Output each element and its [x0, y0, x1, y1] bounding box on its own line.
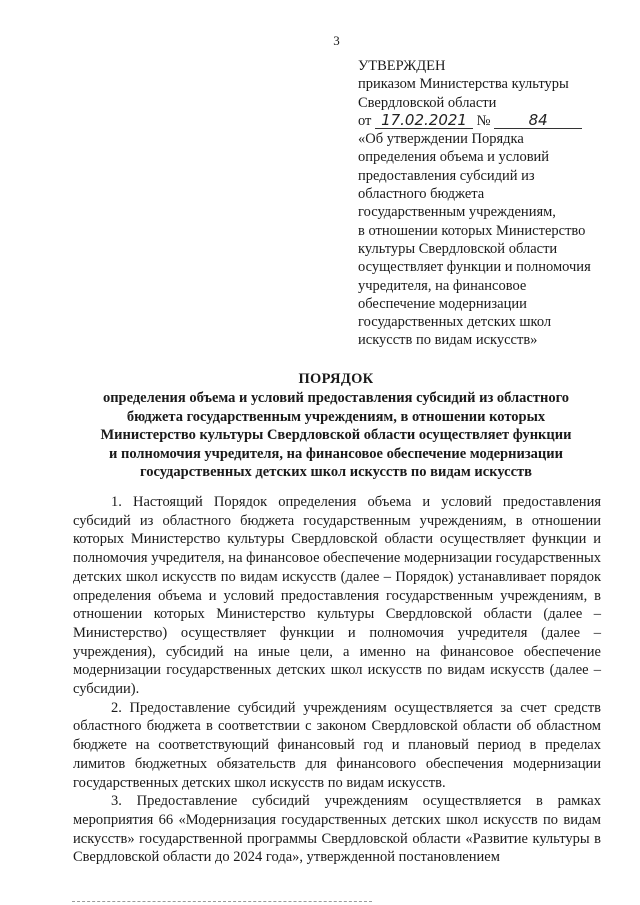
order-title-line: осуществляет функции и полномочия [358, 259, 591, 276]
footer-rule [72, 901, 372, 902]
approval-block [358, 57, 608, 350]
document-title: ПОРЯДОК [298, 371, 374, 387]
order-title-line: в отношении которых Министерство [358, 222, 586, 239]
order-title-line: «Об утверждении Порядка [358, 131, 524, 148]
number-label: № [476, 112, 491, 129]
approval-order-line: приказом Министерства культуры [358, 76, 569, 93]
order-title-line: предоставления субсидий из [358, 167, 535, 184]
order-title-line: государственным учреждениям, [358, 204, 556, 221]
subtitle-line: определения объема и условий предоставления субсидий из областного [102, 390, 570, 406]
order-title-line: государственных детских школ [358, 314, 552, 331]
document-body [73, 493, 601, 867]
paragraph-1: 1. Настоящий Порядок определения объема и условий предоставления субсидий из областного бюджета государственным учреждениям, в отношении которых Министерство культуры Свердловской области осуществляет функции и полномочия учредителя, на финансовое обеспечение модернизации государственных детских школ искусств по видам искусств (далее – Порядок) устанавливает порядок определения объема и условий предоставления государственным учреждениям, в отношении которых Министерство культуры Свердловской области (далее – Министерство) осуществляет функции и полномочия учредителя (далее – учреждения), субсидий на иные цели, а именно на финансовое обеспечение модернизации государственных детских школ искусств по видам искусств (далее – субсидии). [73, 494, 601, 698]
subtitle-line: и полномочия учредителя, на финансовое обеспечение модернизации [109, 445, 563, 462]
document-subtitle [80, 389, 592, 482]
subtitle-line: бюджета государственным учреждениям, в отношении которых [126, 408, 546, 425]
order-title-line: искусств по видам искусств» [358, 332, 538, 349]
approval-region-line: Свердловской области [358, 94, 497, 111]
approval-heading: УТВЕРЖДЕН [358, 58, 446, 74]
order-title-line: обеспечение модернизации [358, 295, 527, 312]
approval-date: 17.02.2021 [375, 113, 473, 129]
order-title-line: учредителя, на финансовое [358, 277, 527, 294]
page-number: 3 [333, 33, 340, 48]
paragraph-2: 2. Предоставление субсидий учреждениям осуществляется за счет средств областного бюджета в соответствии с законом Свердловской области об областном бюджете на соответствующий финансовый год и плановый период в пределах лимитов бюджетных обязательств для финансового обеспечения модернизации государственных детских школ искусств по видам искусств. [73, 699, 601, 791]
order-title-line: определения объема и условий [358, 149, 550, 166]
paragraph-3: 3. Предоставление субсидий учреждениям осуществляется в рамках мероприятия 66 «Модернизация государственных детских школ искусств по видам искусств» государственной программы Свердловской области «Развитие культуры в Свердловской области до 2024 года», утвержденной постановлением [73, 793, 601, 866]
order-title-line: культуры Свердловской области [358, 240, 558, 257]
subtitle-line: Министерство культуры Свердловской области осуществляет функции [100, 427, 572, 444]
subtitle-line: государственных детских школ искусств по видам искусств [139, 464, 532, 481]
approval-number: 84 [494, 113, 582, 129]
from-label: от [358, 112, 372, 129]
approval-date-number-line [358, 112, 608, 130]
order-title-line: областного бюджета [358, 186, 485, 203]
